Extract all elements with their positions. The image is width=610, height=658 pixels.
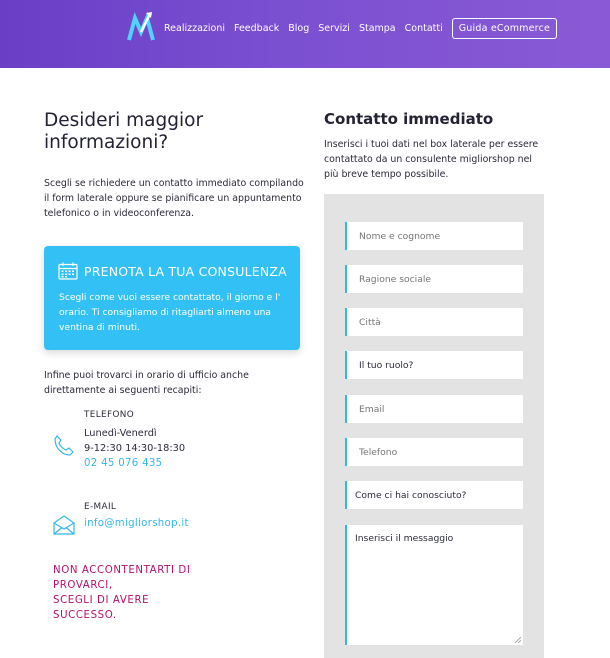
slogan-line: SCEGLI DI AVERE	[53, 595, 150, 606]
nav-servizi[interactable]: Servizi	[318, 22, 350, 34]
company-field[interactable]	[345, 265, 523, 293]
slogan-line: SUCCESSO.	[53, 610, 117, 621]
phone-number-link[interactable]: 02 45 076 435	[84, 458, 163, 469]
logo-m-icon[interactable]	[126, 10, 156, 42]
city-field[interactable]	[345, 308, 523, 336]
form-title: Contatto immediato	[324, 110, 494, 128]
phone-field[interactable]	[345, 438, 523, 466]
name-field[interactable]	[345, 222, 523, 250]
mail-icon	[52, 514, 76, 536]
phone-hours: 9-12:30 14:30-18:30	[84, 443, 186, 454]
slogan-line: NON ACCONTENTARTI DI	[53, 565, 191, 576]
message-placeholder: Inserisci il messaggio	[355, 533, 454, 544]
email-address-link[interactable]: info@migliorshop.it	[84, 518, 189, 529]
phone-label: TELEFONO	[84, 410, 135, 420]
guida-ecommerce-button[interactable]: Guida eCommerce	[452, 18, 557, 39]
slogan	[53, 563, 233, 623]
nav-blog[interactable]: Blog	[288, 22, 310, 34]
site-header	[0, 0, 610, 68]
calendar-icon	[58, 262, 78, 280]
nav-stampa[interactable]: Stampa	[358, 22, 396, 34]
message-textarea[interactable]	[345, 525, 523, 645]
nav-realizzazioni[interactable]: Realizzazioni	[164, 22, 226, 34]
email-field[interactable]	[345, 395, 523, 423]
page-title: Desideri maggior informazioni?	[44, 110, 204, 153]
slogan-line: PROVARCI,	[53, 580, 113, 591]
recap-intro: Infine puoi trovarci in orario di ufficio anche direttamente ai seguenti recapiti:	[44, 370, 249, 396]
booking-text: Scegli come vuoi essere contattato, il giorno e l' orario. Ti consigliamo di ritagliarti almeno una ventina di minuti.	[59, 292, 281, 333]
source-select[interactable]: Come ci hai conosciuto?	[345, 481, 523, 509]
nav-contatti[interactable]: Contatti	[404, 22, 443, 34]
resize-grip-icon[interactable]	[514, 636, 521, 643]
booking-card[interactable]	[44, 246, 300, 350]
nav-feedback[interactable]: Feedback	[234, 22, 280, 34]
booking-title[interactable]: PRENOTA LA TUA CONSULENZA	[84, 264, 287, 279]
form-intro: Inserisci i tuoi dati nel box laterale per essere contattato da un consulente migliorshop nel più breve tempo possibile.	[324, 139, 539, 180]
main-nav	[164, 18, 557, 38]
intro-text: Scegli se richiedere un contatto immediato compilando il form laterale oppure se pianificare un appuntamento telefonico o in videoconferenza.	[44, 178, 304, 219]
phone-icon	[52, 434, 76, 458]
role-select[interactable]: Il tuo ruolo?	[345, 351, 523, 379]
email-label: E-MAIL	[84, 502, 117, 512]
phone-days: Lunedì-Venerdì	[84, 428, 157, 439]
